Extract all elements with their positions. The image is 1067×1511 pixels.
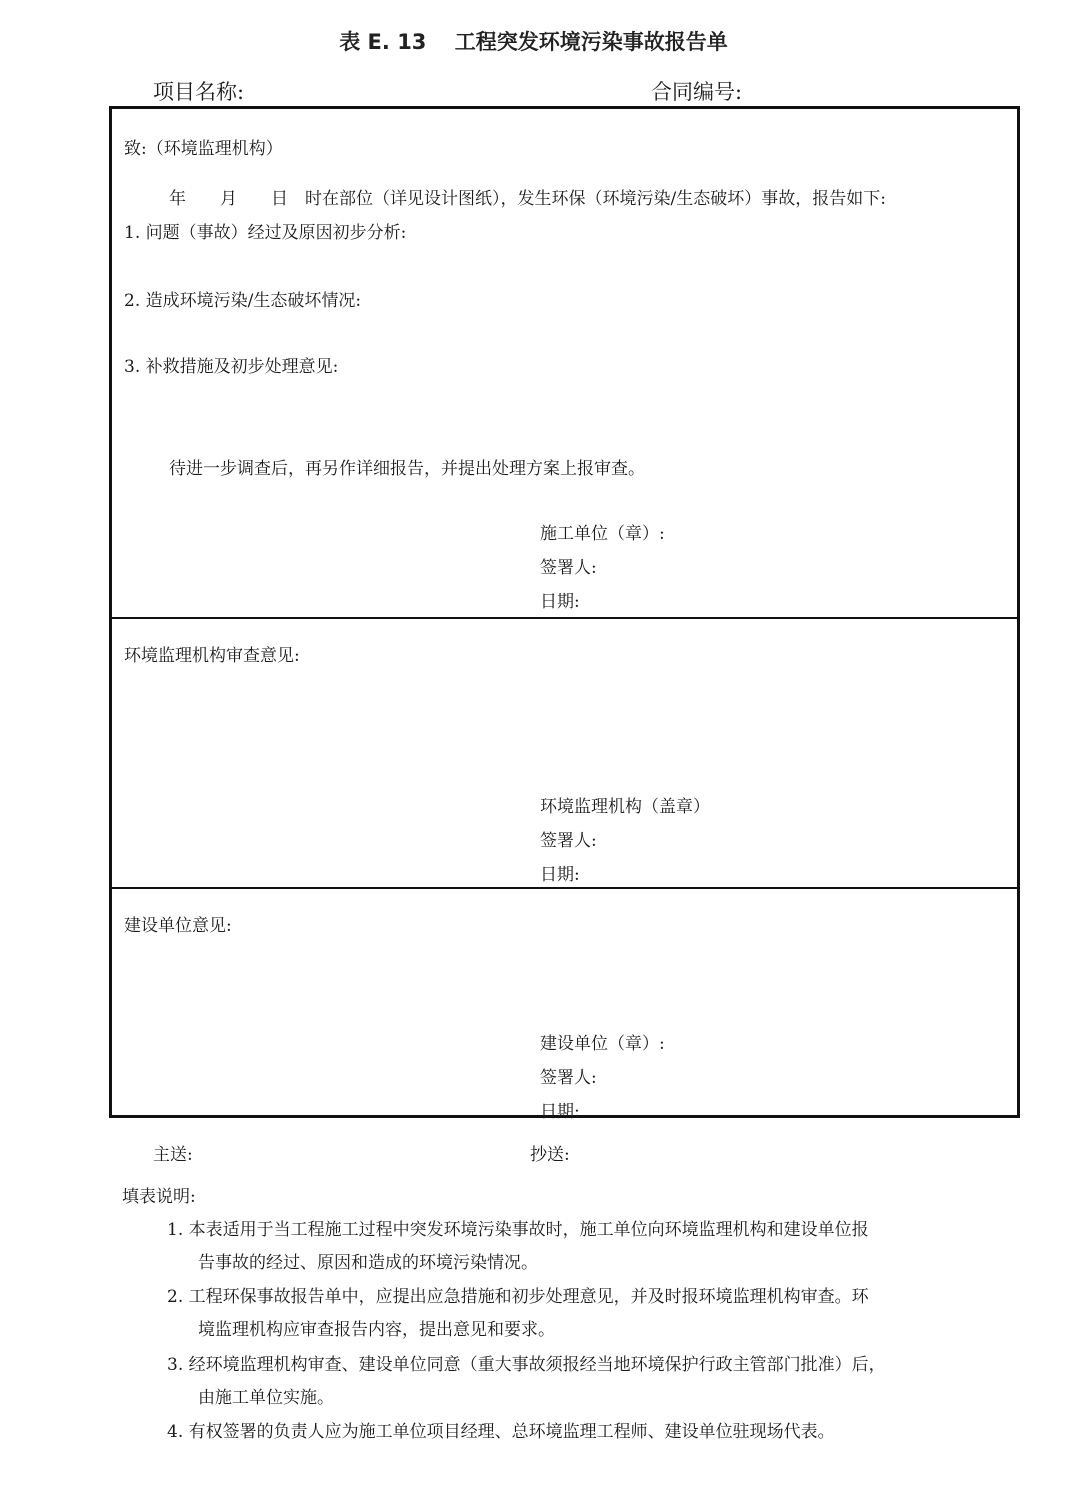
section-divider: [112, 887, 1017, 889]
note-2-line-1: 2. 工程环保事故报告单中，应提出应急措施和初步处理意见，并及时报环境监理机构审查。环: [167, 1287, 869, 1307]
incident-intro: 年 月 日 时在部位（详见设计图纸），发生环保（环境污染/生态破坏）事故，报告如下:: [169, 189, 886, 209]
owner-signer-label: 签署人:: [540, 1068, 597, 1088]
env-supervisor-seal-label: 环境监理机构（盖章）: [540, 797, 710, 817]
form-title: 表 E. 13 工程突发环境污染事故报告单: [339, 30, 728, 54]
item-pollution-status: 2. 造成环境污染/生态破坏情况:: [124, 291, 362, 311]
env-supervisor-signer-label: 签署人:: [540, 831, 597, 851]
followup-statement: 待进一步调查后，再另作详细报告，并提出处理方案上报审查。: [169, 459, 645, 479]
report-form-table: [109, 106, 1020, 1122]
contractor-signer-label: 签署人:: [540, 558, 597, 578]
item-remedial-measures: 3. 补救措施及初步处理意见:: [124, 357, 339, 377]
owner-seal-label: 建设单位（章）:: [540, 1034, 665, 1054]
owner-opinion-label: 建设单位意见:: [124, 916, 232, 936]
note-1-line-2: 告事故的经过、原因和造成的环境污染情况。: [198, 1253, 538, 1273]
note-3-line-2: 由施工单位实施。: [198, 1388, 334, 1408]
note-4: 4. 有权签署的负责人应为施工单位项目经理、总环境监理工程师、建设单位驻现场代表。: [167, 1422, 835, 1442]
copy-send-label: 抄送:: [530, 1145, 570, 1165]
note-3-line-1: 3. 经环境监理机构审查、建设单位同意（重大事故须报经当地环境保护行政主管部门批准）后，: [167, 1355, 886, 1375]
owner-date-label: 日期:: [540, 1102, 580, 1122]
item-cause-analysis: 1. 问题（事故）经过及原因初步分析:: [124, 223, 407, 243]
contractor-seal-label: 施工单位（章）:: [540, 524, 665, 544]
project-name-label: 项目名称:: [153, 80, 245, 104]
addressee-line: 致:（环境监理机构）: [124, 139, 283, 159]
section-divider: [112, 617, 1017, 619]
env-supervisor-review-label: 环境监理机构审查意见:: [124, 646, 300, 666]
note-2-line-2: 境监理机构应审查报告内容，提出意见和要求。: [198, 1320, 555, 1340]
note-1-line-1: 1. 本表适用于当工程施工过程中突发环境污染事故时，施工单位向环境监理机构和建设单位报: [167, 1220, 869, 1240]
notes-heading: 填表说明:: [122, 1187, 196, 1207]
env-supervisor-date-label: 日期:: [540, 865, 580, 885]
contract-number-label: 合同编号:: [651, 80, 743, 104]
contractor-date-label: 日期:: [540, 592, 580, 612]
main-send-label: 主送:: [153, 1145, 193, 1165]
